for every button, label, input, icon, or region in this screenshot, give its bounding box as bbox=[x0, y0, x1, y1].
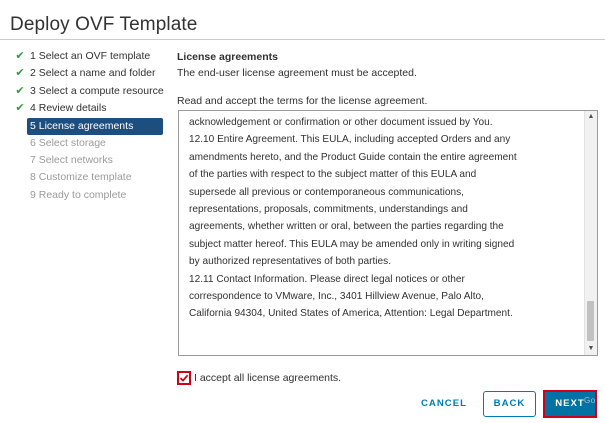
step-select-name-folder[interactable] bbox=[14, 65, 166, 82]
step-select-networks bbox=[14, 152, 166, 169]
step-label: 5 License agreements bbox=[30, 119, 134, 132]
next-hover-ghost: Go bbox=[584, 396, 596, 405]
check-icon: ✔ bbox=[15, 102, 25, 115]
eula-line: 12.10 Entire Agreement. This EULA, including accepted Orders and any bbox=[189, 134, 511, 146]
step-select-storage bbox=[14, 135, 166, 152]
section-subtitle: The end-user license agreement must be accepted. bbox=[177, 67, 417, 79]
eula-line: acknowledgement or confirmation or other document issued by You. bbox=[189, 117, 493, 128]
back-button[interactable]: BACK bbox=[483, 391, 536, 417]
step-label: 8 Customize template bbox=[30, 171, 132, 184]
check-icon: ✔ bbox=[15, 84, 25, 97]
eula-text-area[interactable] bbox=[178, 110, 598, 356]
wizard-steps bbox=[14, 48, 166, 204]
section-title: License agreements bbox=[177, 51, 278, 63]
scroll-up-arrow-icon[interactable]: ▲ bbox=[587, 113, 595, 120]
step-ready-to-complete bbox=[14, 187, 166, 204]
scrollbar-thumb[interactable] bbox=[587, 301, 594, 341]
cancel-button[interactable]: CANCEL bbox=[421, 398, 467, 409]
dialog-title: Deploy OVF Template bbox=[10, 14, 198, 35]
step-label: 1 Select an OVF template bbox=[30, 50, 151, 62]
eula-line: supersede all previous or contemporaneous communications, bbox=[189, 186, 464, 198]
step-label: 4 Review details bbox=[30, 102, 107, 115]
eula-text bbox=[189, 114, 579, 323]
step-label: 9 Ready to complete bbox=[30, 188, 127, 201]
eula-line: amendments hereto, and the Product Guide contain the entire agreement bbox=[189, 151, 517, 163]
read-instructions: Read and accept the terms for the license agreement. bbox=[177, 95, 428, 107]
eula-line: 12.11 Contact Information. Please direct legal notices or other bbox=[189, 273, 465, 285]
eula-scrollbar[interactable] bbox=[584, 111, 597, 355]
eula-line: by authorized representatives of both parties. bbox=[189, 256, 391, 268]
step-label: 6 Select storage bbox=[30, 136, 106, 149]
step-license-agreements[interactable] bbox=[27, 118, 163, 135]
eula-line: correspondence to VMware, Inc., 3401 Hillview Avenue, Palo Alto, bbox=[189, 291, 484, 303]
eula-line: agreements, whether written or oral, between the parties regarding the bbox=[189, 221, 504, 233]
accept-license-row bbox=[177, 371, 341, 384]
step-select-compute-resource[interactable] bbox=[14, 83, 166, 100]
step-review-details[interactable] bbox=[14, 100, 166, 117]
check-icon: ✔ bbox=[15, 50, 25, 62]
eula-line: subject matter hereof. This EULA may be amended only in writing signed bbox=[189, 238, 515, 250]
eula-line: representations, proposals, commitments, understandings and bbox=[189, 204, 468, 216]
checkmark-icon bbox=[179, 373, 189, 383]
eula-line: California 94304, United States of America, Attention: Legal Department. bbox=[189, 308, 513, 320]
eula-line: of the parties with respect to the subject matter of this EULA and bbox=[189, 169, 477, 181]
step-label: 2 Select a name and folder bbox=[30, 67, 156, 80]
step-select-ovf-template[interactable] bbox=[14, 48, 166, 65]
step-customize-template bbox=[14, 169, 166, 186]
step-label: 7 Select networks bbox=[30, 153, 113, 166]
step-label: 3 Select a compute resource bbox=[30, 84, 164, 97]
check-icon: ✔ bbox=[15, 67, 25, 80]
scroll-down-arrow-icon[interactable]: ▼ bbox=[587, 345, 595, 352]
accept-license-checkbox[interactable] bbox=[177, 371, 191, 385]
next-button[interactable]: NEXT bbox=[543, 390, 597, 418]
title-divider bbox=[0, 39, 605, 40]
accept-license-label: I accept all license agreements. bbox=[194, 371, 342, 384]
